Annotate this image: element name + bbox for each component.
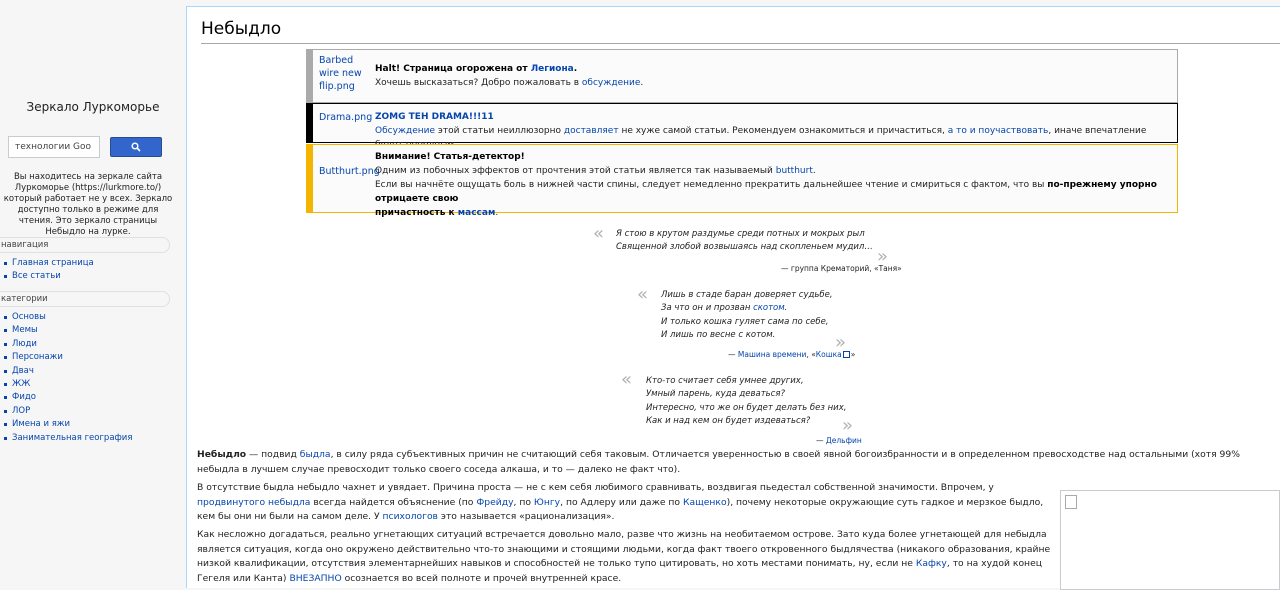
- quote-1: Я стою в крутом раздумье среди потных и мокрых рыл Священной злобой возвышаясь над скопленьем мудил…: [616, 229, 873, 253]
- paragraph-1: Небыдло — подвид быдла, в силу ряда субъективных причин не считающий себя таковым. Отличается уверенностью в своей явной богоизбранности и в определенном превосходстве над остальными (хотя 99% небыдла в лучшем случае превосходит только своего соседа алкаша, и то — далеко не факт что).: [197, 449, 1240, 475]
- drama-image: Drama.png: [319, 112, 373, 123]
- box-accent-bar: [306, 103, 313, 143]
- box-accent-bar: [306, 49, 313, 103]
- category-item[interactable]: Основы: [12, 312, 46, 322]
- kashchenko-link[interactable]: Кащенко: [682, 496, 727, 508]
- content-area: [186, 6, 1280, 588]
- bydlo-link[interactable]: быдла: [299, 449, 331, 460]
- paragraph-2: В отсутствие быдла небыдло чахнет и увядает. Причина проста — не с кем себя любимого сравнивать, воздвигая пьедестал собственной значимости. Впрочем, у продвинутого небыдла всегда найдется объяснение (по Фрейду, по Юнгу, по Адлеру или даже по Кащенко), почему некоторые окружающие суть гадкое и мерзкое быдло, кем бы они ни были на самом деле. У психологов это называется «рационализация».: [197, 482, 1044, 523]
- box-accent-bar: [306, 144, 313, 213]
- search-icon: [131, 142, 141, 152]
- butthurt-image: Butthurt.png: [319, 166, 380, 177]
- delfin-link[interactable]: Дельфин: [825, 436, 862, 445]
- barbed-wire-image: Barbed wire new flip.png: [319, 55, 362, 92]
- protection-notice-box: Barbed wire new flip.png Halt! Страница огорожена от Легиона. Хочешь высказаться? Добро пожаловать в обсуждение.: [306, 49, 1178, 103]
- article-image: [1060, 490, 1280, 590]
- title-divider: [201, 43, 1280, 44]
- quote-2: Лишь в стаде баран доверяет судьбе, За что он и прозван скотом. И только кошка гуляет сама по себе, И лишь по весне с котом.: [661, 290, 833, 341]
- nav-portal: [0, 237, 170, 284]
- quote-close-mark: »: [842, 415, 854, 436]
- category-item[interactable]: ЛОР: [12, 405, 31, 416]
- category-item[interactable]: Имена и яжи: [12, 419, 70, 430]
- psychologists-link[interactable]: психологов: [382, 511, 438, 523]
- drama-title-link[interactable]: ZOMG TEH DRAMA!!!11: [375, 112, 494, 122]
- site-title: Зеркало Луркоморье: [26, 100, 160, 114]
- sidebar: [0, 0, 186, 588]
- nav-item-main-page[interactable]: Главная страница: [12, 258, 94, 268]
- categories-portal: [0, 291, 170, 445]
- participate-link[interactable]: а то и поучаствовать: [947, 126, 1049, 136]
- butthurt-link[interactable]: butthurt: [775, 166, 813, 176]
- detector-title: Внимание! Статья-детектор!: [375, 152, 525, 162]
- masses-link[interactable]: массам: [457, 208, 496, 218]
- categories-heading: категории: [0, 291, 170, 307]
- category-item[interactable]: Люди: [12, 338, 37, 349]
- page-title: Небыдло: [201, 19, 282, 39]
- jung-link[interactable]: Юнгу: [533, 496, 561, 508]
- delivers-link[interactable]: доставляет: [563, 126, 619, 136]
- freud-link[interactable]: Фрейду: [476, 496, 514, 508]
- quote-close-mark: »: [835, 332, 847, 353]
- search-button[interactable]: [110, 137, 162, 157]
- category-item[interactable]: Занимательная география: [12, 432, 133, 443]
- mirror-note: Вы находитесь на зеркале сайта Луркоморье (https://lurkmore.to/) который работает не у всех. Зеркало доступно только в режиме для чтения. Это зеркало страницы Небыдло на лурке.: [3, 172, 173, 237]
- quote-open-mark: «: [637, 284, 649, 305]
- suddenly-link[interactable]: ВНЕЗАПНО: [289, 572, 342, 584]
- quote-2-source: — Машина времени, «Кошка »: [728, 350, 856, 359]
- nav-item-all-articles[interactable]: Все статьи: [12, 271, 61, 282]
- discussion-link[interactable]: Обсуждение: [375, 126, 436, 136]
- drama-notice-box: Drama.png ZOMG TEH DRAMA!!!11 Обсуждение этой статьи неиллюзорно доставляет не хуже самой статьи. Рекомендуем ознакомиться и причаститься, а то и поучаствовать, иначе впечатление: [306, 103, 1178, 143]
- time-machine-link[interactable]: Машина времени: [737, 350, 807, 359]
- category-item[interactable]: Фидо: [12, 392, 36, 403]
- legion-link[interactable]: Легиона: [530, 64, 574, 74]
- quote-3: Кто-то считает себя умнее других, Умный парень, куда деваться? Интересно, что же он будет делать без них, Как и над кем он будет издеваться?: [646, 376, 847, 427]
- detector-notice-box: Butthurt.png Внимание! Статья-детектор! Одним из побочных эффектов от прочтения этой статьи является так называемый butthurt. Если вы начнёте ощущать боль в нижней части спины, следует немедленно прекратить дальнейшее чтение и смириться с фактом, что вы по-прежнему упорно отрицаете свою причастность к массам.: [306, 144, 1178, 213]
- quote-open-mark: «: [621, 369, 633, 390]
- category-item[interactable]: Мемы: [12, 325, 38, 336]
- quote-close-mark: »: [877, 246, 889, 267]
- quote-open-mark: «: [593, 223, 605, 244]
- category-item[interactable]: Двач: [12, 365, 34, 376]
- category-item[interactable]: ЖЖ: [12, 379, 31, 390]
- paragraph-3: Как несложно догадаться, реально угнетающих ситуаций встречается довольно мало, разве что жизнь на необитаемом острове. Зато куда более угнетающей для небыдла является ситуация, когда оно окружено действительно что-то знающими и стоящими людьми, когда факт твоего откровенного быдлячества (никакого образования, крайне низкой квалификации, отсутствия элементарнейших навыков и способностей не только тупо цитировать, но хоть местами понимать, ну, если не Кафку, то на худой конец Гегеля или Канта) ВНЕЗАПНО осознается во всей полноте и прочей внутренней красе.: [197, 529, 1051, 584]
- advanced-nebydlo-link[interactable]: продвинутого небыдла: [197, 496, 311, 508]
- cattle-link[interactable]: скотом: [753, 303, 785, 314]
- search-input[interactable]: [8, 136, 100, 158]
- category-item[interactable]: Персонажи: [12, 352, 63, 363]
- quote-1-source: — группа Крематорий, «Таня»: [781, 264, 902, 273]
- discussion-link[interactable]: обсуждение: [581, 78, 641, 88]
- quote-3-source: — Дельфин: [816, 436, 862, 445]
- external-link-icon: [843, 351, 850, 358]
- cat-song-link[interactable]: Кошка: [815, 350, 842, 359]
- kafka-link[interactable]: Кафку: [915, 558, 947, 570]
- broken-image-icon: [1065, 495, 1077, 509]
- nav-heading: навигация: [0, 237, 170, 253]
